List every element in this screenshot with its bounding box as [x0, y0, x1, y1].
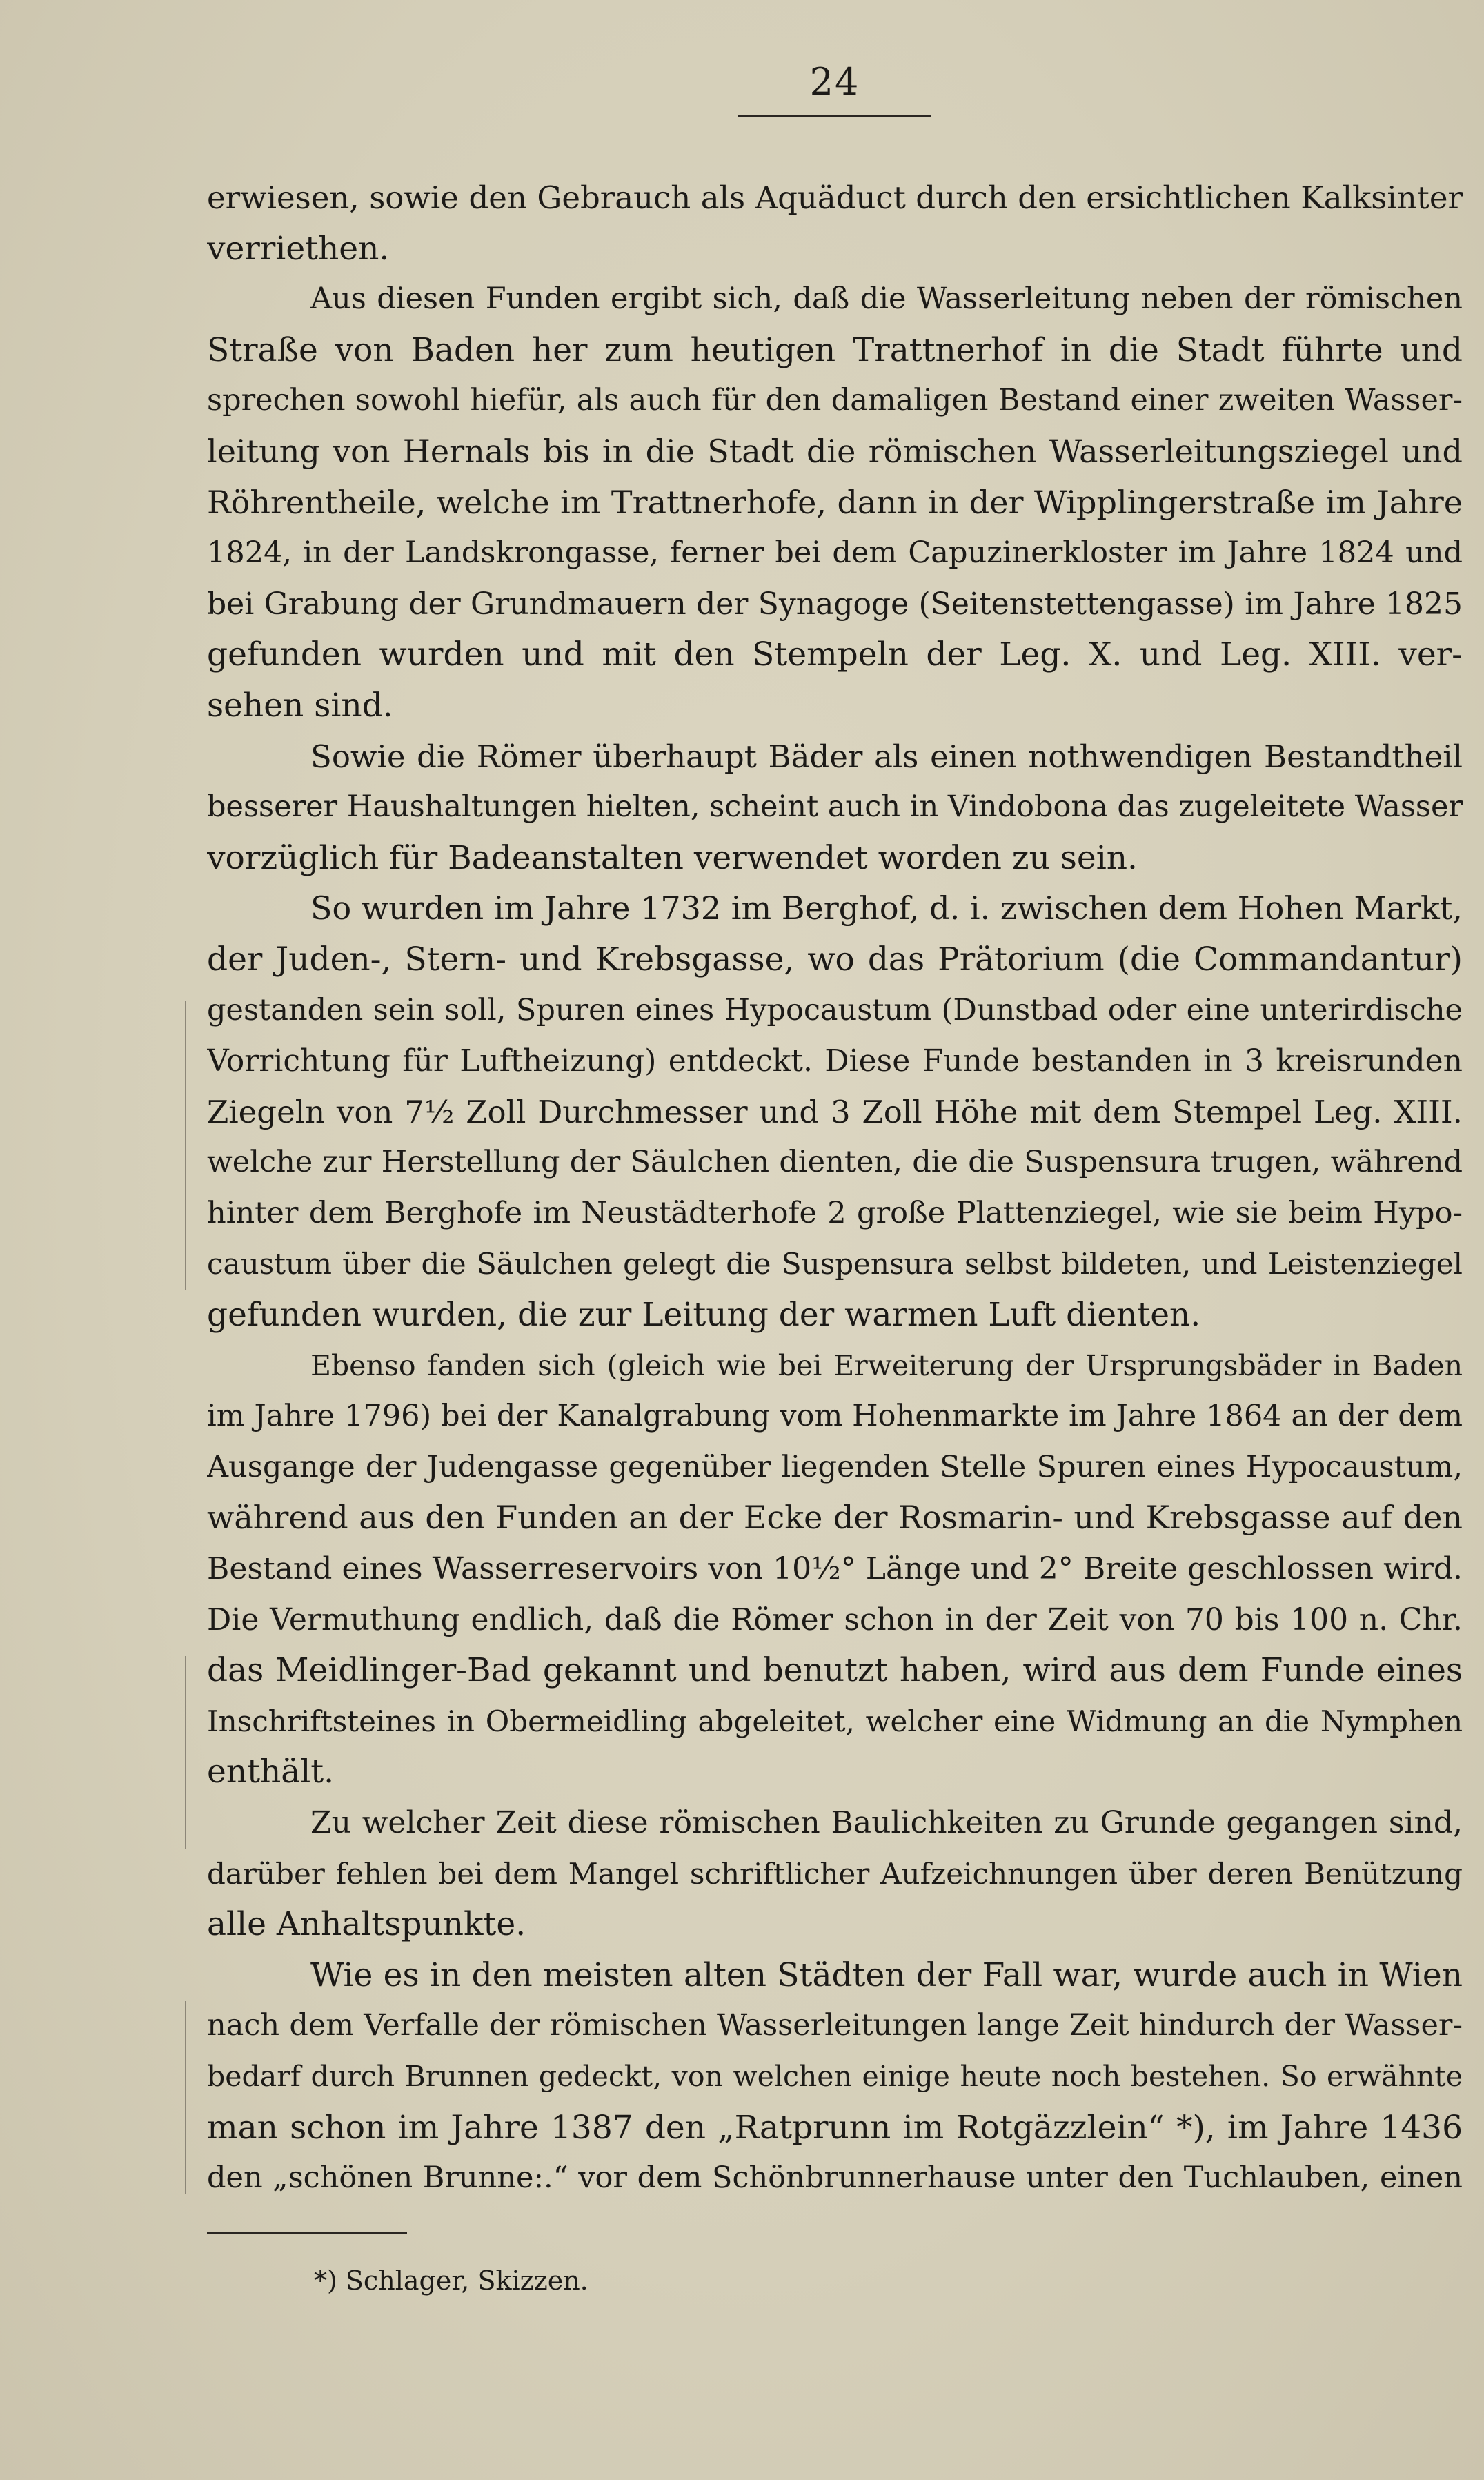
text-line: erwiesen, sowie den Gebrauch als Aquäduct durch den ersichtlichen Kalksinter: [207, 179, 1463, 216]
text-line: Röhrentheile, welche im Trattnerhofe, dann in der Wipplingerstraße im Jahre: [207, 483, 1463, 521]
text-line: den „schönen Brunne:.“ vor dem Schönbrunnerhause unter den Tuchlauben, einen: [207, 2161, 1463, 2196]
page-number: 24: [809, 60, 860, 104]
text-line: das Meidlinger-Bad gekannt und benutzt haben, wird aus dem Funde eines: [207, 1651, 1463, 1690]
text-line: alle Anhaltspunkte.: [207, 1905, 526, 1944]
text-line: Ausgange der Judengasse gegenüber liegenden Stelle Spuren eines Hypocaustum,: [207, 1449, 1463, 1484]
text-line: vorzüglich für Badeanstalten verwendet worden zu sein.: [207, 838, 1138, 877]
text-line: man schon im Jahre 1387 den „Ratprunn im Rotgäzzlein“ *), im Jahre 1436: [207, 2108, 1463, 2147]
text-line: im Jahre 1796) bei der Kanalgrabung vom Hohenmarkte im Jahre 1864 an der dem: [207, 1399, 1463, 1434]
text-line: verriethen.: [207, 229, 390, 268]
text-line: Die Vermuthung endlich, daß die Römer schon in der Zeit von 70 bis 100 n. Chr.: [207, 1602, 1463, 1637]
text-line: der Juden-, Stern- und Krebsgasse, wo das Prätorium (die Commandantur): [207, 940, 1463, 978]
margin-mark: [185, 1001, 186, 1290]
footnote: *) Schlager, Skizzen.: [314, 2265, 588, 2296]
margin-mark: [185, 1656, 186, 1849]
text-line: gefunden wurden und mit den Stempeln der Leg. X. und Leg. XIII. ver-: [207, 636, 1463, 674]
text-line: Wie es in den meisten alten Städten der Fall war, wurde auch in Wien: [310, 1956, 1463, 1994]
text-line: Straße von Baden her zum heutigen Trattnerhof in die Stadt führte und: [207, 331, 1463, 369]
text-line: Ziegeln von 7½ Zoll Durchmesser und 3 Zoll Höhe mit dem Stempel Leg. XIII.: [207, 1093, 1463, 1130]
text-line: So wurden im Jahre 1732 im Berghof, d. i. zwischen dem Hohen Markt,: [310, 889, 1463, 927]
footnote-rule: [207, 2232, 407, 2234]
text-line: darüber fehlen bei dem Mangel schriftlicher Aufzeichnungen über deren Benützung: [207, 1856, 1463, 1891]
text-line: bedarf durch Brunnen gedeckt, von welchen einige heute noch bestehen. So erwähnte: [207, 2059, 1463, 2093]
text-line: caustum über die Säulchen gelegt die Suspensura selbst bildeten, und Leistenziegel: [207, 1247, 1463, 1281]
text-line: Sowie die Römer überhaupt Bäder als einen nothwendigen Bestandtheil: [310, 738, 1463, 775]
text-line: Vorrichtung für Luftheizung) entdeckt. Diese Funde bestanden in 3 kreisrunden: [207, 1043, 1463, 1079]
text-line: bei Grabung der Grundmauern der Synagoge (Seitenstettengasse) im Jahre 1825: [207, 586, 1463, 622]
text-line: leitung von Hernals bis in die Stadt die römischen Wasserleitungsziegel und: [207, 432, 1463, 470]
text-line: Aus diesen Funden ergibt sich, daß die Wasserleitung neben der römischen: [310, 282, 1463, 317]
text-line: gestanden sein soll, Spuren eines Hypocaustum (Dunstbad oder eine unterirdische: [207, 992, 1463, 1027]
header-rule: [738, 115, 931, 117]
text-line: sehen sind.: [207, 686, 393, 725]
text-line: 1824, in der Landskrongasse, ferner bei dem Capuzinerkloster im Jahre 1824 und: [207, 535, 1463, 571]
margin-mark: [185, 2001, 186, 2194]
text-line: sprechen sowohl hiefür, als auch für den damaligen Bestand einer zweiten Wasser-: [207, 383, 1463, 418]
text-line: Ebenso fanden sich (gleich wie bei Erweiterung der Ursprungsbäder in Baden: [310, 1348, 1463, 1382]
text-line: während aus den Funden an der Ecke der Rosmarin- und Krebsgasse auf den: [207, 1499, 1463, 1537]
text-line: Zu welcher Zeit diese römischen Baulichkeiten zu Grunde gegangen sind,: [310, 1805, 1463, 1840]
text-line: welche zur Herstellung der Säulchen dienten, die die Suspensura trugen, während: [207, 1145, 1463, 1180]
text-line: nach dem Verfalle der römischen Wasserleitungen lange Zeit hindurch der Wasser-: [207, 2008, 1463, 2043]
text-line: besserer Haushaltungen hielten, scheint auch in Vindobona das zugeleitete Wasser: [207, 789, 1463, 825]
text-line: hinter dem Berghofe im Neustädterhofe 2 große Plattenziegel, wie sie beim Hypo-: [207, 1195, 1463, 1230]
text-line: Bestand eines Wasserreservoirs von 10½° Länge und 2° Breite geschlossen wird.: [207, 1551, 1463, 1587]
text-line: Inschriftsteines in Obermeidling abgeleitet, welcher eine Widmung an die Nymphen: [207, 1704, 1463, 1738]
text-line: enthält.: [207, 1753, 335, 1791]
text-line: gefunden wurden, die zur Leitung der warmen Luft dienten.: [207, 1296, 1201, 1335]
body-text: [207, 173, 1463, 2204]
